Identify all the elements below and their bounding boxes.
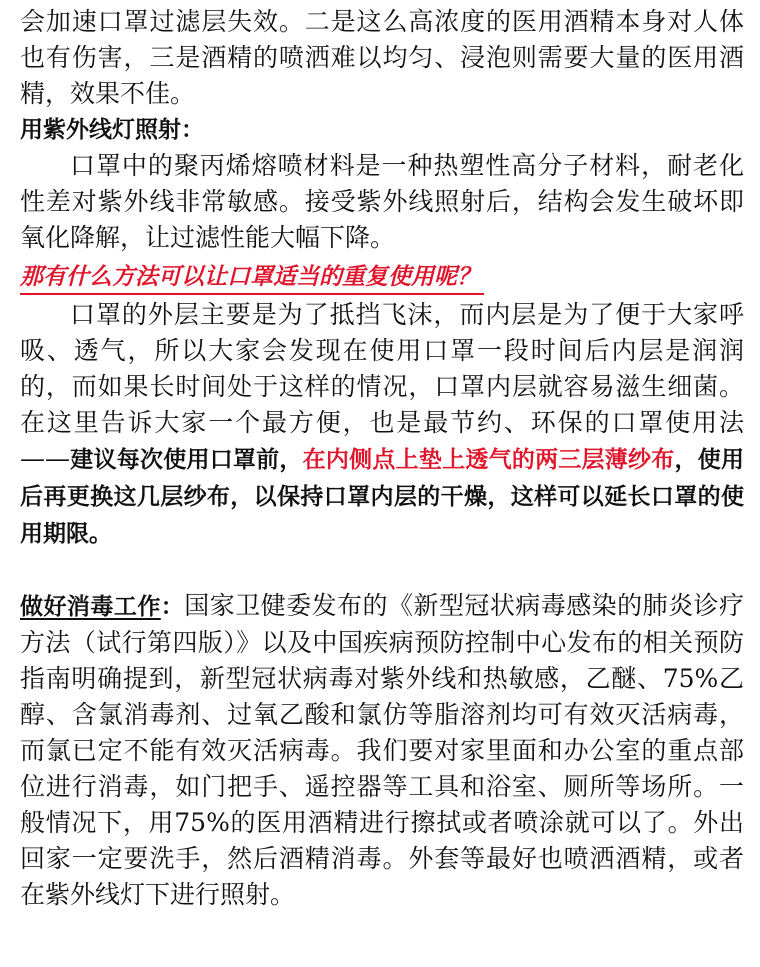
paragraph-reuse-method: [20, 297, 744, 552]
reuse-text-gauze-highlight: 在内侧点上垫上透气的两三层薄纱布: [302, 447, 675, 473]
question-line: [20, 258, 744, 295]
reuse-text-intro: 口罩的外层主要是为了抵挡飞沫，而内层是为了便于大家呼吸、透气，所以大家会发现在使用口罩一段时间后内层是润润的，而如果长时间处于这样的情况，口罩内层就容易滋生细菌。在这里告诉大家一个最方便，也是最节约、环保的口罩使用法——: [20, 300, 744, 473]
disinfection-text: 国家卫健委发布的《新型冠状病毒感染的肺炎诊疗方法（试行第四版）》以及中国疾病预防控制中心发布的相关预防指南明确提到，新型冠状病毒对紫外线和热敏感，乙醚、75%乙醇、含氯消毒剂、过氧乙酸和氯仿等脂溶剂均可有效灭活病毒，而氯已定不能有效灭活病毒。我们要对家里面和办公室的重点部位进行消毒，如门把手、遥控器等工具和浴室、厕所等场所。一般情况下，用75%的医用酒精进行擦拭或者喷涂就可以了。外出回家一定要洗手，然后酒精消毒。外套等最好也喷洒酒精，或者在紫外线灯下进行照射。: [20, 591, 745, 909]
heading-uv-lamp: 用紫外线灯照射：: [20, 117, 204, 143]
question-reuse-mask: 那有什么方法可以让口罩适当的重复使用呢？: [20, 261, 484, 295]
paragraph-disinfection: [20, 588, 744, 913]
reuse-text-advice: 建议每次使用口罩前，: [70, 447, 303, 473]
paragraph-uv-effects: 口罩中的聚丙烯熔喷材料是一种热塑性高分子材料，耐老化性差对紫外线非常敏感。接受紫外线照射后，结构会发生破坏即氧化降解，让过滤性能大幅下降。: [20, 151, 744, 252]
heading-disinfection: 做好消毒工作: [20, 594, 161, 620]
heading-disinfection-colon: ：: [160, 594, 185, 620]
paragraph-gap: [20, 552, 744, 588]
reuse-text-conclusion: ，使用后再更换这几层纱布，以保持口罩内层的干燥，这样可以延长口罩的使用期限。: [20, 447, 745, 547]
paragraph-alcohol-drawbacks: 会加速口罩过滤层失效。二是这么高浓度的医用酒精本身对人体也有伤害，三是酒精的喷洒难以均匀、浸泡则需要大量的医用酒精，效果不佳。: [20, 7, 744, 108]
